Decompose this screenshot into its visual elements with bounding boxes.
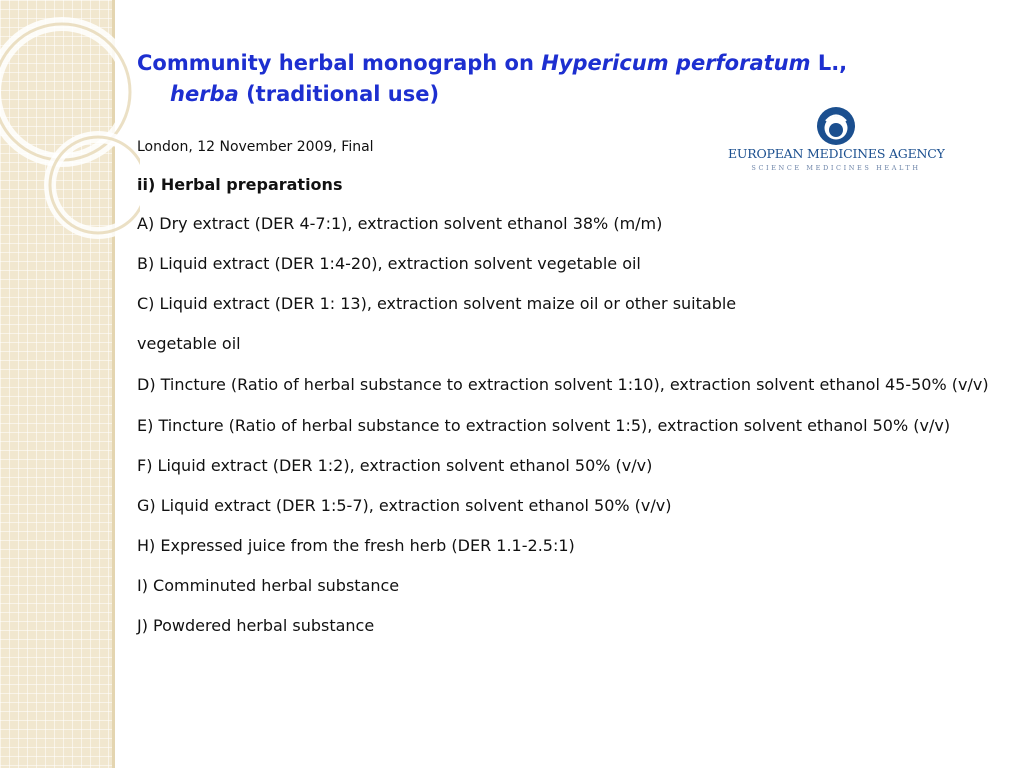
list-item: G) Liquid extract (DER 1:5-7), extraction solvent ethanol 50% (v/v)	[137, 496, 672, 515]
date-line: London, 12 November 2009, Final	[137, 139, 374, 155]
title-use: (traditional use)	[238, 82, 440, 106]
slide-title	[137, 48, 997, 110]
title-herba: herba	[170, 82, 239, 106]
list-item: F) Liquid extract (DER 1:2), extraction solvent ethanol 50% (v/v)	[137, 456, 653, 475]
list-item: B) Liquid extract (DER 1:4-20), extraction solvent vegetable oil	[137, 254, 641, 273]
title-author: L.,	[810, 51, 848, 75]
content-body	[137, 134, 990, 640]
list-item: J) Powdered herbal substance	[137, 616, 375, 635]
list-item: H) Expressed juice from the fresh herb (DER 1.1-2.5:1)	[137, 536, 575, 555]
list-item: E) Tincture (Ratio of herbal substance to extraction solvent 1:5), extraction solvent ethanol 50% (v/v)	[137, 416, 951, 435]
ema-logo-name: EUROPEAN MEDICINES AGENCY	[728, 146, 945, 161]
section-heading: ii) Herbal preparations	[137, 175, 343, 194]
list-item: A) Dry extract (DER 4-7:1), extraction solvent ethanol 38% (m/m)	[137, 214, 663, 233]
list-item: I) Comminuted herbal substance	[137, 576, 400, 595]
title-species-name: Hypericum perforatum	[541, 51, 811, 75]
list-item: C) Liquid extract (DER 1: 13), extraction solvent maize oil or other suitable	[137, 294, 737, 313]
ema-logo-tagline: SCIENCE MEDICINES HEALTH	[751, 164, 921, 172]
title-text: Community herbal monograph on	[137, 51, 542, 75]
list-item: D) Tincture (Ratio of herbal substance to extraction solvent 1:10), extraction solvent ethanol 45-50% (v/v)	[137, 375, 989, 394]
decorative-rings-graphic	[0, 0, 140, 260]
list-item: vegetable oil	[137, 334, 241, 353]
